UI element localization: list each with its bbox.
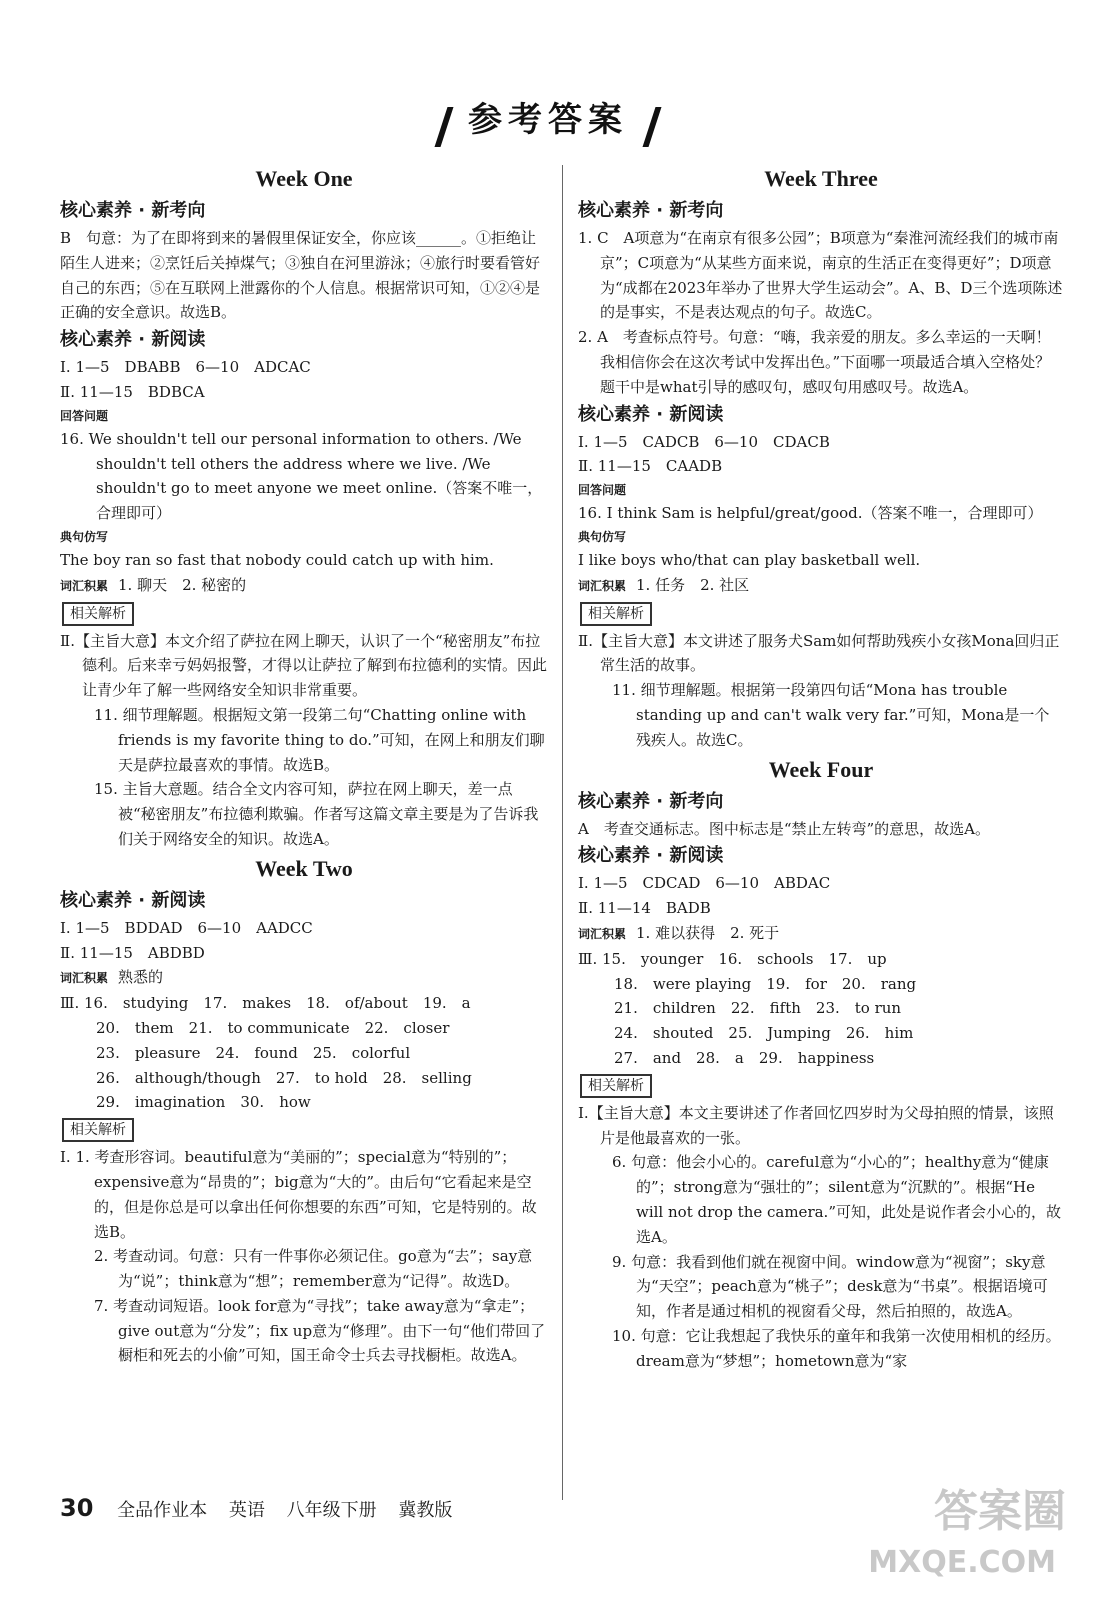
page-footer [60,1494,468,1522]
right-column [578,162,1064,1373]
analysis-paragraph: Ⅰ.【主旨大意】本文主要讲述了作者回忆四岁时为父母拍照的情景，该照片是他最喜欢的一张。 [578,1103,1054,1147]
answer-grid [578,972,1064,1071]
answer-line: Ⅱ. 11—15 BDBCA [60,382,205,401]
answer-line: Ⅰ. 1—5 BDDAD 6—10 AADCC [60,918,313,937]
analysis-paragraph: 7. 考查动词短语。look for意为“寻找”；take away意为“拿走”；give out意为“分发”；fix up意为“修理”。由下一句“他们带回了橱柜和死去的小偷”可知，国王命令士兵去寻找橱柜。故选A。 [94,1296,546,1365]
analysis-tag: 相关解析 [580,602,652,626]
analysis-paragraph: Ⅱ.【主旨大意】本文介绍了萨拉在网上聊天，认识了一个“秘密朋友”布拉德利。后来幸亏妈妈报警，才得以让萨拉了解到布拉德利的实情。因此让青少年了解一些网络安全知识非常重要。 [60,631,548,700]
answer-paragraph: 1. C A项意为“在南京有很多公园”；B项意为“秦淮河流经我们的城市南京”；C项意为“从某些方面来说，南京的生活正在变得更好”；D项意为“成都在2023年举办了世界大学生运动会”。A、B、D三个选项陈述的是事实，不是表达观点的句子。故选C。 [578,229,1063,322]
vocab-answers: 熟悉的 [118,968,164,987]
section-heading: 核心素养 · 新阅读 [578,403,724,425]
answer-line: 23. pleasure 24. found 25. colorful [96,1043,411,1062]
vocab-answers: 1. 难以获得 2. 死于 [636,923,780,942]
section-heading: 核心素养 · 新阅读 [578,845,724,867]
answer-grid [60,1016,548,1115]
analysis-paragraph: 10. 句意：它让我想起了我快乐的童年和我第一次使用相机的经历。dream意为“梦想”；hometown意为“家 [612,1326,1061,1370]
analysis-tag: 相关解析 [580,1074,652,1098]
answer-line: Ⅲ. 15. younger 16. schools 17. up [578,949,887,968]
answer-line: Ⅰ. 1—5 DBABB 6—10 ADCAC [60,358,311,377]
subject-name: 英语 [228,1500,265,1521]
answer-paragraph: 2. A 考查标点符号。句意：“嗨，我亲爱的朋友。多么幸运的一天啊！我相信你会在这次考试中发挥出色。”下面哪一项最适合填入空格处？题干中是what引导的感叹句，感叹句用感叹号。故选A。 [578,328,1051,396]
week-two-title: Week Two [255,855,353,881]
analysis-tag: 相关解析 [62,602,134,626]
analysis-paragraph: Ⅱ.【主旨大意】本文讲述了服务犬Sam如何帮助残疾小女孩Mona回归正常生活的故事。 [578,631,1060,675]
sub-heading: 词汇积累 [578,926,627,941]
answer-line: The boy ran so fast that nobody could catch up with him. [60,550,494,569]
header-title: 参考答案 [468,100,628,140]
vocab-line [578,573,1064,599]
answer-line: Ⅲ. 16. studying 17. makes 18. of/about 19. a [60,994,471,1013]
section-heading: 核心素养 · 新考向 [578,200,724,221]
week-three-title: Week Three [764,166,878,191]
analysis-paragraph: 6. 句意：他会小心的。careful意为“小心的”；healthy意为“健康的”；strong意为“强壮的”；silent意为“沉默的”。根据“He will not drop the camera.”可知，此处是说作者会小心的，故选A。 [612,1153,1061,1246]
answer-line: A 考查交通标志。图中标志是“禁止左转弯”的意思，故选A。 [578,819,991,838]
answer-line: 29. imagination 30. how [96,1093,311,1112]
answer-line: 18. were playing 19. for 20. rang [614,974,917,993]
week-four-title: Week Four [768,756,874,782]
answer-paragraph: 16. We shouldn't tell our personal information to others. /We shouldn't tell others the address where we live. /We shouldn't go to meet anyone we meet online.（答案不唯一，合理即可） [60,429,543,523]
sub-heading: 词汇积累 [578,578,627,593]
analysis-paragraph: 11. 细节理解题。根据第一段第四句话“Mona has trouble standing up and can't walk very far.”可知，Mona是一个残疾人。故选C。 [612,681,1050,749]
analysis-paragraph: 15. 主旨大意题。结合全文内容可知，萨拉在网上聊天，差一点被“秘密朋友”布拉德利欺骗。作者写这篇文章主要是为了告诉我们关于网络安全的知识。故选A。 [94,780,539,848]
answer-line: 21. children 22. fifth 23. to run [614,999,902,1018]
answer-line: Ⅱ. 11—14 BADB [578,899,711,918]
sub-heading: 词汇积累 [60,578,109,593]
slash-right-icon [643,107,662,147]
sub-heading: 典句仿写 [60,529,109,544]
sub-heading: 词汇积累 [60,971,109,986]
answer-line: 20. them 21. to communicate 22. closer [96,1018,450,1037]
answer-line: Ⅱ. 11—15 CAADB [578,457,723,476]
answer-line: I like boys who/that can play basketball well. [578,550,921,569]
watermark-logo: 答案圈 [934,1486,1066,1537]
slash-left-icon [434,107,453,147]
left-column [60,162,548,1368]
answer-line: 24. shouted 25. Jumping 26. him [614,1024,914,1043]
answer-line: Ⅱ. 11—15 ABDBD [60,943,205,962]
vocab-answers: 1. 任务 2. 社区 [636,575,750,594]
grade-name: 八年级下册 [286,1500,377,1521]
analysis-tag: 相关解析 [62,1118,134,1142]
section-heading: 核心素养 · 新考向 [578,790,724,812]
page-header [0,92,1096,147]
book-name: 全品作业本 [117,1500,208,1521]
answer-paragraph: 16. I think Sam is helpful/great/good.（答案不唯一，合理即可） [578,504,1043,523]
watermark-url: MXQE.COM [868,1545,1056,1580]
vocab-answers: 1. 聊天 2. 秘密的 [118,575,247,594]
column-divider [562,165,563,1500]
analysis-paragraph: 2. 考查动词。句意：只有一件事你必须记住。go意为“去”；say意为“说”；think意为“想”；remember意为“记得”。故选D。 [94,1247,533,1291]
analysis-paragraph: 9. 句意：我看到他们就在视窗中间。window意为“视窗”；sky意为“天空”；peach意为“桃子”；desk意为“书桌”。根据语境可知，作者是通过相机的视窗看父母，然后拍照的，故选A。 [612,1252,1048,1321]
week-one-title: Week One [255,166,353,191]
vocab-line [60,573,548,599]
analysis-paragraph: Ⅰ. 1. 考查形容词。beautiful意为“美丽的”；special意为“特别的”；expensive意为“昂贵的”；big意为“大的”。由后句“它看起来是空的，但是你总是可以拿出任何你想要的东西”可知，它是特别的。故选B。 [60,1148,537,1241]
answer-paragraph: B 句意：为了在即将到来的暑假里保证安全，你应该______。①拒绝让陌生人进来；②烹饪后关掉煤气；③独自在河里游泳；④旅行时要看管好自己的东西；⑤在互联网上泄露你的个人信息。根据常识可知，①②④是正确的安全意识。故选B。 [60,229,541,322]
answer-line: Ⅰ. 1—5 CDCAD 6—10 ABDAC [578,874,831,893]
section-heading: 核心素养 · 新阅读 [60,329,206,351]
vocab-line [578,921,1064,947]
answer-line: Ⅰ. 1—5 CADCB 6—10 CDACB [578,432,830,451]
sub-heading: 典句仿写 [578,529,627,544]
section-heading: 核心素养 · 新考向 [60,200,206,221]
sub-heading: 回答问题 [60,408,109,423]
page-number: 30 [60,1494,94,1522]
analysis-paragraph: 11. 细节理解题。根据短文第一段第二句“Chatting online with friends is my favorite thing to do.”可知，在网上和朋友们聊天是萨拉最喜欢的事情。故选B。 [94,705,545,774]
section-heading: 核心素养 · 新阅读 [60,889,206,911]
vocab-line [60,965,548,991]
answer-line: 26. although/though 27. to hold 28. selling [96,1068,472,1087]
answer-line: 27. and 28. a 29. happiness [614,1048,875,1067]
edition-name: 冀教版 [398,1500,453,1521]
sub-heading: 回答问题 [578,483,627,498]
